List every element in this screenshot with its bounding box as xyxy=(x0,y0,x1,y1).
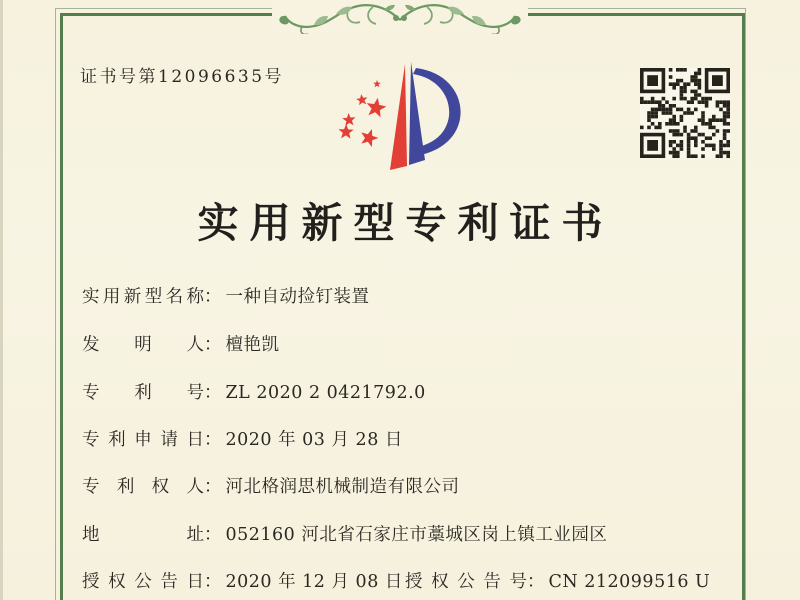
field-value: 052160 河北省石家庄市藁城区岗上镇工业园区 xyxy=(225,525,608,545)
cnipa-patent-emblem-icon xyxy=(332,56,467,174)
field-filing-date xyxy=(82,426,403,451)
field-utility-model-name xyxy=(82,283,370,308)
floral-flourish-icon xyxy=(272,0,528,34)
certificate-title: 实用新型专利证书 xyxy=(197,199,614,247)
field-label: 专利权人 xyxy=(82,477,204,497)
field-value: 2020 年 12 月 08 日 xyxy=(225,572,403,592)
field-patentee xyxy=(82,473,460,498)
field-value: ZL 2020 2 0421792.0 xyxy=(225,383,426,403)
field-value: 檀艳凯 xyxy=(225,335,280,355)
field-colon: ： xyxy=(204,287,222,307)
field-value: 一种自动捡钉装置 xyxy=(225,287,370,307)
top-ornament xyxy=(272,0,528,34)
field-patent-number xyxy=(82,379,426,404)
field-label: 授权公告日 xyxy=(82,572,204,592)
field-value: 2020 年 03 月 28 日 xyxy=(225,430,403,450)
field-colon: ： xyxy=(204,572,222,592)
field-grant-date xyxy=(82,568,403,593)
field-value: 河北格润思机械制造有限公司 xyxy=(225,477,460,497)
field-label: 实用新型名称 xyxy=(82,287,204,307)
field-grant-number xyxy=(405,568,710,593)
field-label: 专利号 xyxy=(82,383,204,403)
qr-code xyxy=(640,68,730,158)
qr-code-icon xyxy=(640,68,730,158)
certificate-number: 证书号第12096635号 xyxy=(80,67,285,87)
field-inventor xyxy=(82,331,280,356)
field-address xyxy=(82,521,607,546)
field-label: 地址 xyxy=(82,525,204,545)
field-colon: ： xyxy=(204,383,222,403)
scan-edge-shadow xyxy=(0,0,3,600)
field-colon: ： xyxy=(204,335,222,355)
field-colon: ： xyxy=(204,430,222,450)
field-label: 专利申请日 xyxy=(82,430,204,450)
field-colon: ： xyxy=(527,572,545,592)
field-colon: ： xyxy=(204,525,222,545)
cnipa-emblem xyxy=(332,56,467,174)
field-colon: ： xyxy=(204,477,222,497)
field-value: CN 212099516 U xyxy=(548,572,711,592)
field-label: 授权公告号 xyxy=(405,572,527,592)
field-label: 发明人 xyxy=(82,335,204,355)
